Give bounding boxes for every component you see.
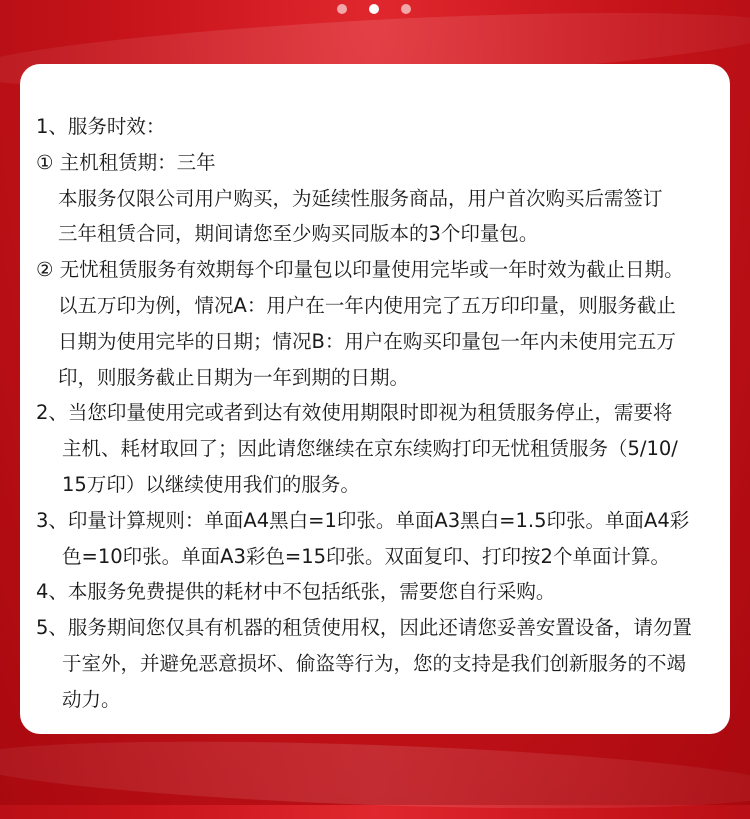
text-line: ① 主机租赁期：三年 [36, 150, 216, 174]
text-line: 以五万印为例，情况A：用户在一年内使用完了五万印印量，则服务截止 [58, 293, 676, 317]
service-terms-text [36, 109, 726, 718]
background-wave [0, 731, 750, 819]
text-line: 日期为使用完毕的日期；情况B：用户在购买印量包一年内未使用完五万 [58, 329, 676, 353]
text-line: 印，则服务截止日期为一年到期的日期。 [58, 365, 410, 389]
text-line: 3、印量计算规则：单面A4黑白=1印张。单面A3黑白=1.5印张。单面A4彩 [36, 508, 690, 532]
carousel-dot-active[interactable] [369, 4, 379, 14]
text-line: 1、服务时效： [36, 115, 166, 138]
text-line: 色=10印张。单面A3彩色=15印张。双面复印、打印按2个单面计算。 [62, 544, 670, 568]
text-line: 本服务仅限公司用户购买，为延续性服务商品，用户首次购买后需签订 [58, 186, 663, 210]
text-line: 主机、耗材取回了；因此请您继续在京东续购打印无忧租赁服务（5/10/ [62, 437, 678, 461]
text-line: ② 无忧租赁服务有效期每个印量包以印量使用完毕或一年时效为截止日期。 [36, 258, 684, 282]
text-line: 2、当您印量使用完或者到达有效使用期限时即视为租赁服务停止，需要将 [36, 401, 673, 425]
text-line: 4、本服务免费提供的耗材中不包括纸张，需要您自行采购。 [36, 580, 556, 604]
text-line: 三年租赁合同，期间请您至少购买同版本的3个印量包。 [58, 222, 539, 246]
carousel-indicator [0, 4, 750, 14]
text-line: 5、服务期间您仅具有机器的租赁使用权，因此还请您妥善安置设备，请勿置 [36, 616, 692, 640]
text-line: 15万印）以继续使用我们的服务。 [62, 472, 360, 496]
text-line: 于室外，并避免恶意损坏、偷盗等行为，您的支持是我们创新服务的不竭 [62, 651, 687, 675]
carousel-dot[interactable] [401, 4, 411, 14]
text-line: 动力。 [62, 687, 121, 711]
carousel-dot[interactable] [337, 4, 347, 14]
